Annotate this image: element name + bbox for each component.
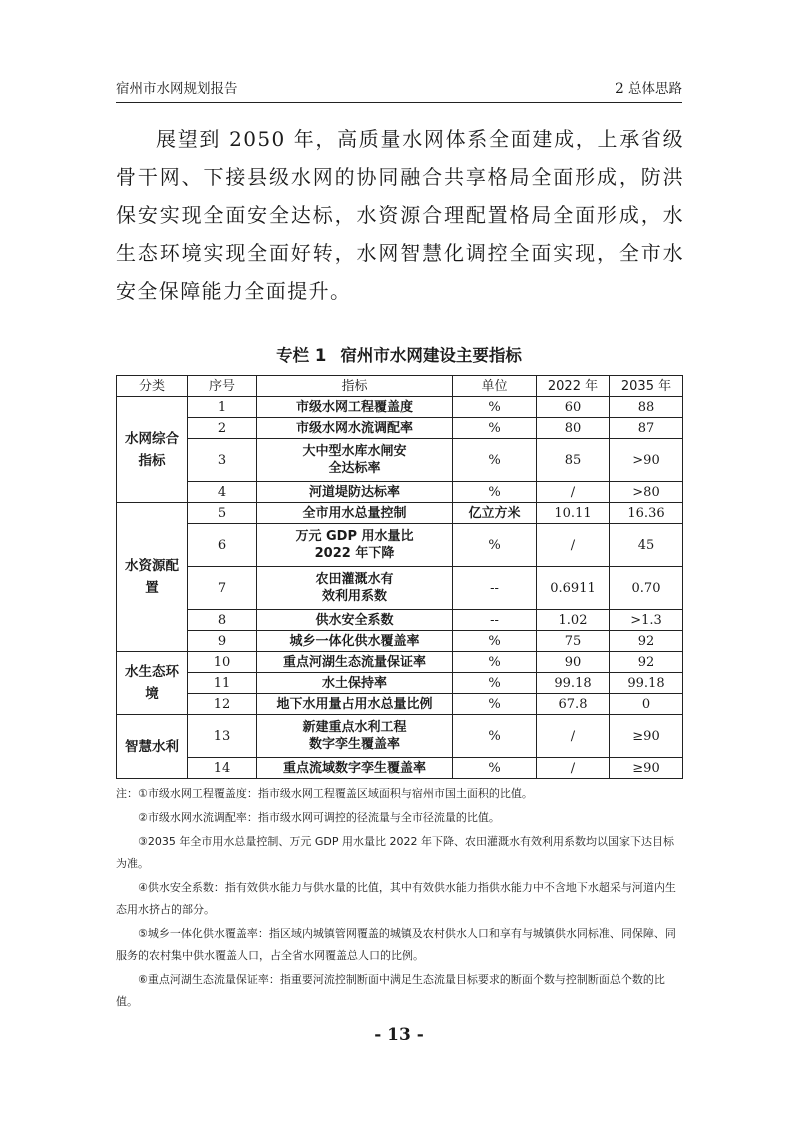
indicator-name: 供水安全系数 — [257, 610, 453, 631]
table-row — [117, 439, 683, 482]
indicator-name — [257, 567, 453, 610]
note-6: ⑥重点河湖生态流量保证率：指重要河流控制断面中满足生态流量目标要求的断面个数与控制断面总个数的比值。 — [116, 973, 665, 1008]
value-2035: 45 — [610, 524, 683, 567]
header-rule — [116, 102, 682, 103]
page-number: - 13 - — [374, 1025, 424, 1045]
col-header-category: 分类 — [117, 376, 188, 397]
table-row — [117, 503, 683, 524]
value-2022: / — [537, 758, 610, 779]
table-row — [117, 631, 683, 652]
value-2022: 75 — [537, 631, 610, 652]
unit-cell: % — [453, 439, 537, 482]
table-row — [117, 758, 683, 779]
value-2035: >90 — [610, 439, 683, 482]
indicator-name-line: 农田灌溉水有效利用系数 — [315, 572, 394, 604]
indicator-name: 全市用水总量控制 — [257, 503, 453, 524]
category-cell: 水网综合指标 — [117, 397, 188, 503]
table-row — [117, 567, 683, 610]
table-header-row — [117, 376, 683, 397]
unit-cell: % — [453, 631, 537, 652]
row-number: 13 — [188, 715, 257, 758]
unit-cell: -- — [453, 610, 537, 631]
indicator-name-line: 万元 GDP 用水量比 2022 年下降 — [295, 529, 414, 561]
row-number: 4 — [188, 482, 257, 503]
row-number: 1 — [188, 397, 257, 418]
unit-cell: % — [453, 482, 537, 503]
unit-cell: % — [453, 524, 537, 567]
row-number: 9 — [188, 631, 257, 652]
body-paragraph: 展望到 2050 年，高质量水网体系全面建成，上承省级骨干网、下接县级水网的协同融合共享格局全面形成，防洪保安实现全面安全达标，水资源合理配置格局全面形成，水生态环境实现全面好转，水网智慧化调控全面实现，全市水安全保障能力全面提升。 — [116, 127, 684, 303]
row-number: 3 — [188, 439, 257, 482]
col-header-2035: 2035 年 — [610, 376, 683, 397]
col-header-number: 序号 — [188, 376, 257, 397]
table-row — [117, 673, 683, 694]
indicator-name: 水土保持率 — [257, 673, 453, 694]
note-1: 注：①市级水网工程覆盖度：指市级水网工程覆盖区域面积与宿州市国土面积的比值。 — [116, 787, 533, 800]
table-row — [117, 715, 683, 758]
row-number: 5 — [188, 503, 257, 524]
row-number: 6 — [188, 524, 257, 567]
row-number: 7 — [188, 567, 257, 610]
col-header-2022: 2022 年 — [537, 376, 610, 397]
col-header-indicator: 指标 — [257, 376, 453, 397]
unit-cell: % — [453, 418, 537, 439]
unit-cell: % — [453, 397, 537, 418]
value-2035: 88 — [610, 397, 683, 418]
value-2035: >80 — [610, 482, 683, 503]
category-cell: 水生态环境 — [117, 652, 188, 715]
value-2035: 99.18 — [610, 673, 683, 694]
value-2022: 67.8 — [537, 694, 610, 715]
table-title-text: 宿州市水网建设主要指标 — [340, 346, 522, 365]
value-2035: 0 — [610, 694, 683, 715]
indicator-name: 重点河湖生态流量保证率 — [257, 652, 453, 673]
unit-cell: -- — [453, 567, 537, 610]
value-2035: >1.3 — [610, 610, 683, 631]
indicator-table — [116, 375, 683, 779]
value-2022: 10.11 — [537, 503, 610, 524]
row-number: 2 — [188, 418, 257, 439]
indicator-name: 河道堤防达标率 — [257, 482, 453, 503]
value-2022: 85 — [537, 439, 610, 482]
indicator-name: 市级水网水流调配率 — [257, 418, 453, 439]
value-2022: / — [537, 482, 610, 503]
row-number: 10 — [188, 652, 257, 673]
category-cell: 智慧水利 — [117, 715, 188, 779]
unit-cell: % — [453, 715, 537, 758]
value-2022: 60 — [537, 397, 610, 418]
unit-cell: % — [453, 758, 537, 779]
table-row — [117, 397, 683, 418]
value-2035: 87 — [610, 418, 683, 439]
value-2035: 16.36 — [610, 503, 683, 524]
value-2022: 90 — [537, 652, 610, 673]
value-2022: 80 — [537, 418, 610, 439]
table-title-label: 专栏 1 — [276, 346, 327, 365]
table-row — [117, 524, 683, 567]
unit-cell: % — [453, 694, 537, 715]
indicator-name — [257, 715, 453, 758]
table-title — [116, 345, 682, 367]
category-cell: 水资源配置 — [117, 503, 188, 652]
table-notes — [116, 783, 682, 1015]
row-number: 14 — [188, 758, 257, 779]
value-2022: / — [537, 524, 610, 567]
row-number: 11 — [188, 673, 257, 694]
unit-cell: % — [453, 652, 537, 673]
header-right: 2 总体思路 — [615, 81, 682, 97]
unit-cell: 亿立方米 — [453, 503, 537, 524]
indicator-name: 重点流域数字孪生覆盖率 — [257, 758, 453, 779]
value-2035: ≥90 — [610, 715, 683, 758]
note-4: ④供水安全系数：指有效供水能力与供水量的比值，其中有效供水能力指供水能力中不含地下水超采与河道内生态用水挤占的部分。 — [116, 881, 676, 916]
running-header — [116, 80, 682, 98]
value-2022: 99.18 — [537, 673, 610, 694]
table-row — [117, 482, 683, 503]
value-2035: ≥90 — [610, 758, 683, 779]
row-number: 8 — [188, 610, 257, 631]
value-2035: 0.70 — [610, 567, 683, 610]
row-number: 12 — [188, 694, 257, 715]
indicator-name-line: 大中型水库水闸安全达标率 — [302, 444, 407, 476]
indicator-name: 市级水网工程覆盖度 — [257, 397, 453, 418]
value-2022: 1.02 — [537, 610, 610, 631]
note-2: ②市级水网水流调配率：指市级水网可调控的径流量与全市径流量的比值。 — [138, 811, 500, 824]
header-left: 宿州市水网规划报告 — [116, 81, 238, 97]
table-row — [117, 694, 683, 715]
table-row — [117, 652, 683, 673]
value-2022: 0.6911 — [537, 567, 610, 610]
indicator-name: 城乡一体化供水覆盖率 — [257, 631, 453, 652]
unit-cell: % — [453, 673, 537, 694]
table-row — [117, 610, 683, 631]
table-row — [117, 418, 683, 439]
value-2022: / — [537, 715, 610, 758]
value-2035: 92 — [610, 652, 683, 673]
indicator-name — [257, 439, 453, 482]
note-5: ⑤城乡一体化供水覆盖率：指区域内城镇管网覆盖的城镇及农村供水人口和享有与城镇供水同标准、同保障、同服务的农村集中供水覆盖人口，占全省水网覆盖总人口的比例。 — [116, 927, 676, 962]
note-3: ③2035 年全市用水总量控制、万元 GDP 用水量比 2022 年下降、农田灌溉水有效利用系数均以国家下达目标为准。 — [116, 835, 674, 870]
indicator-name — [257, 524, 453, 567]
indicator-name: 地下水用量占用水总量比例 — [257, 694, 453, 715]
col-header-unit: 单位 — [453, 376, 537, 397]
value-2035: 92 — [610, 631, 683, 652]
indicator-name-line: 新建重点水利工程数字孪生覆盖率 — [302, 720, 407, 752]
